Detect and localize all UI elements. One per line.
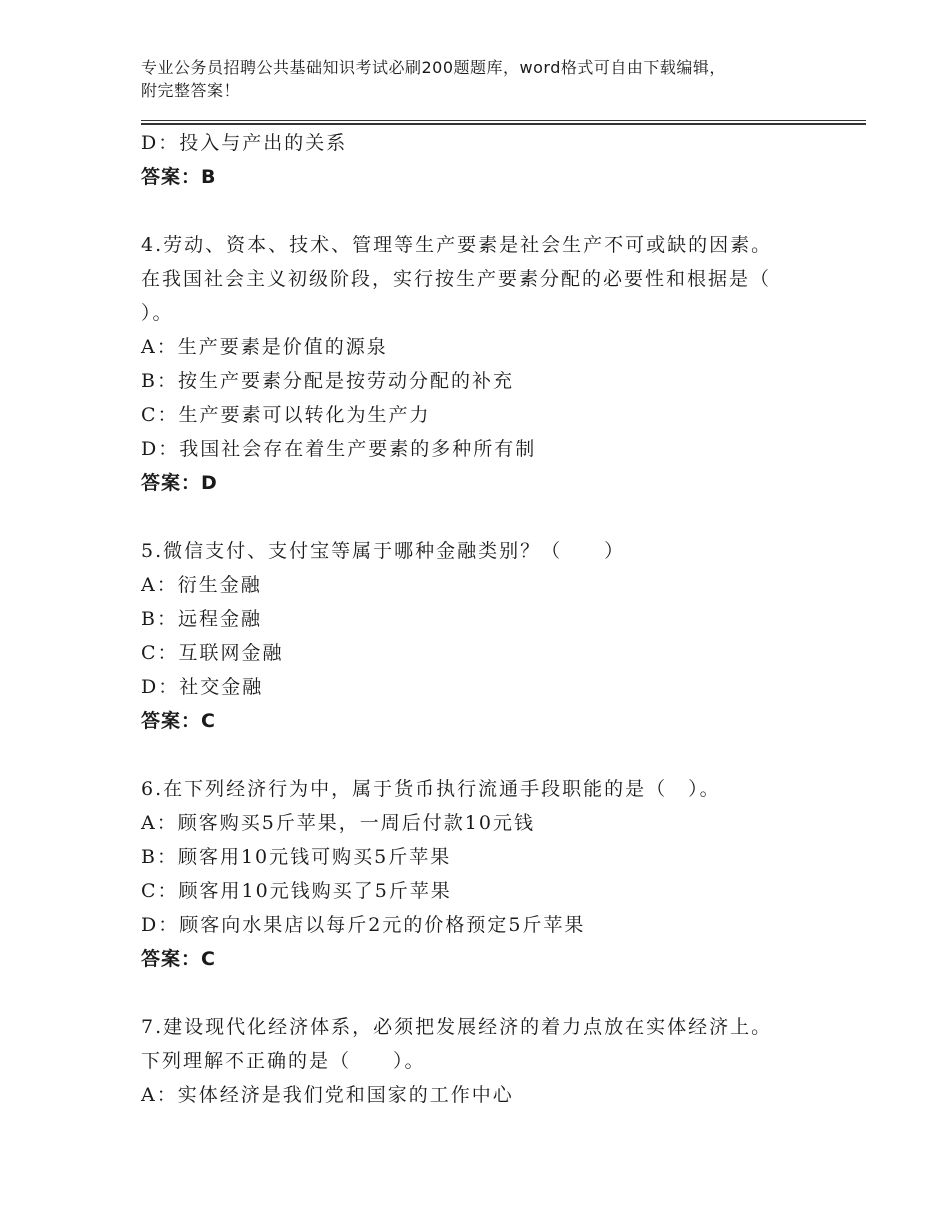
- question-stem: 在我国社会主义初级阶段，实行按生产要素分配的必要性和根据是（: [141, 268, 772, 290]
- spacer: [141, 976, 861, 1010]
- page-header: [141, 56, 841, 102]
- header-line-2: 附完整答案！: [141, 81, 241, 100]
- question-4: [141, 228, 861, 500]
- header-line-1: 专业公务员招聘公共基础知识考试必刷200题题库，word格式可自由下载编辑，: [141, 58, 726, 77]
- option-c: C：生产要素可以转化为生产力: [141, 404, 431, 426]
- option-a: A：顾客购买5斤苹果，一周后付款10元钱: [141, 812, 535, 834]
- answer: 答案：C: [141, 710, 216, 732]
- question-stem: ）。: [141, 302, 174, 324]
- spacer: [141, 738, 861, 772]
- option-a: A：生产要素是价值的源泉: [141, 336, 388, 358]
- question-6: [141, 772, 861, 976]
- option-d: D：顾客向水果店以每斤2元的价格预定5斤苹果: [141, 914, 586, 936]
- option-b: B：顾客用10元钱可购买5斤苹果: [141, 846, 452, 868]
- option-c: C：互联网金融: [141, 642, 284, 664]
- option-a: A：衍生金融: [141, 574, 262, 596]
- prev-option-d: D：投入与产出的关系: [141, 132, 348, 154]
- option-d: D：我国社会存在着生产要素的多种所有制: [141, 438, 537, 460]
- spacer: [141, 500, 861, 534]
- option-b: B：按生产要素分配是按劳动分配的补充: [141, 370, 514, 392]
- option-a: A：实体经济是我们党和国家的工作中心: [141, 1084, 514, 1106]
- header-divider-thin: [141, 120, 866, 121]
- spacer: [141, 194, 861, 228]
- question-stem: 6.在下列经济行为中，属于货币执行流通手段职能的是（ ）。: [141, 778, 721, 800]
- option-d: D：社交金融: [141, 676, 264, 698]
- header-divider-thick: [141, 123, 866, 125]
- answer: 答案：C: [141, 948, 216, 970]
- question-stem: 5.微信支付、支付宝等属于哪种金融类别？（ ）: [141, 540, 626, 562]
- question-7: [141, 1010, 861, 1112]
- option-b: B：远程金融: [141, 608, 262, 630]
- prev-answer: 答案：B: [141, 166, 217, 188]
- question-stem: 7.建设现代化经济体系，必须把发展经济的着力点放在实体经济上。: [141, 1016, 773, 1038]
- option-c: C：顾客用10元钱购买了5斤苹果: [141, 880, 452, 902]
- answer: 答案：D: [141, 472, 218, 494]
- question-stem: 4.劳动、资本、技术、管理等生产要素是社会生产不可或缺的因素。: [141, 234, 773, 256]
- question-5: [141, 534, 861, 738]
- document-body: [141, 126, 861, 1112]
- question-stem: 下列理解不正确的是（ ）。: [141, 1050, 426, 1072]
